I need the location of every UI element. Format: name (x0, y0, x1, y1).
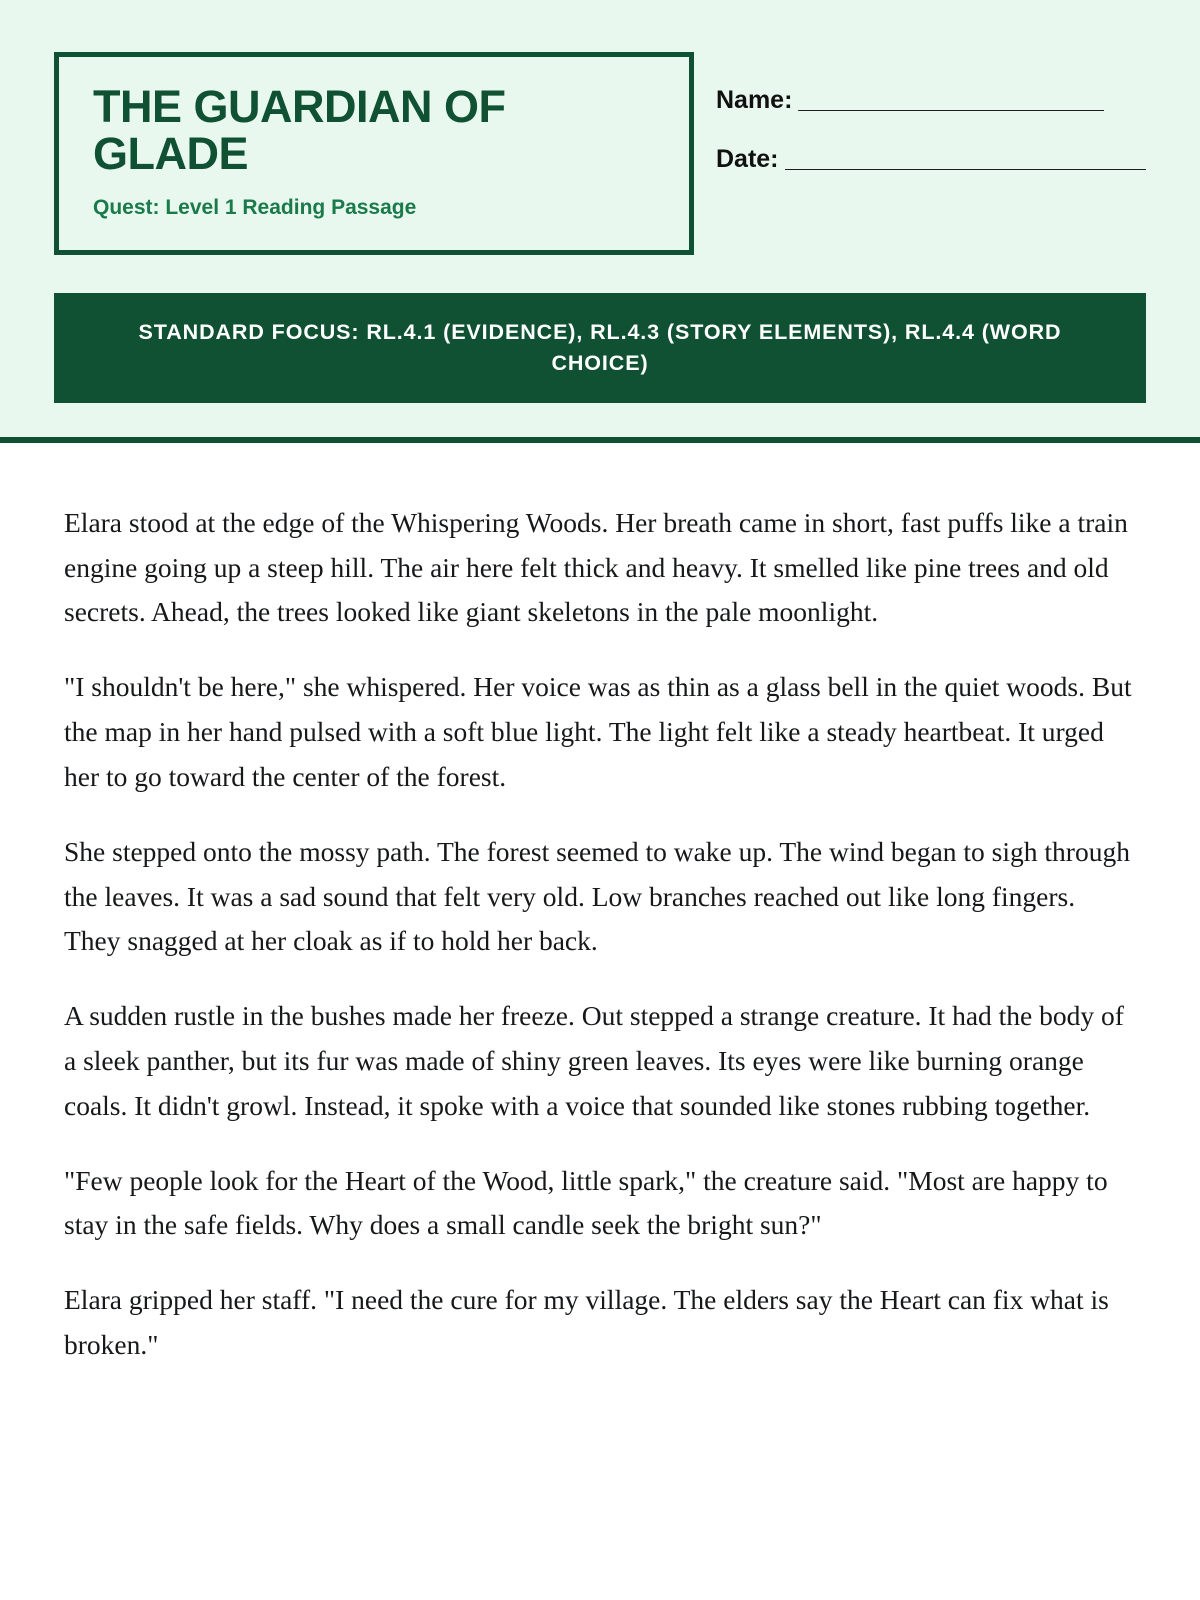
date-label: Date: (715, 145, 779, 173)
page-subtitle: Quest: Level 1 Reading Passage (93, 195, 417, 219)
passage-paragraph: Elara gripped her staff. "I need the cure for my village. The elders say the Heart can fix what is broken." (64, 1284, 1109, 1361)
header-top-row (54, 52, 1146, 255)
passage-paragraph: She stepped onto the mossy path. The forest seemed to wake up. The wind began to sigh through the leaves. It was a sad sound that felt very old. Low branches reached out like long fingers. They snagged at her cloak as if to hold her back. (64, 835, 1130, 957)
name-field-row[interactable] (716, 86, 1146, 115)
date-field-row[interactable] (716, 145, 1146, 174)
worksheet-header (0, 0, 1200, 443)
title-box (54, 52, 694, 255)
passage-paragraph: "Few people look for the Heart of the Wood, little spark," the creature said. "Most are happy to stay in the safe fields. Why does a small candle seek the bright sun?" (64, 1164, 1108, 1241)
date-input-line[interactable]: __________________________ (784, 145, 1146, 173)
student-info-fields (716, 52, 1146, 204)
name-input-line[interactable]: ______________________ (798, 86, 1105, 114)
passage-paragraph: A sudden rustle in the bushes made her freeze. Out stepped a strange creature. It had the body of a sleek panther, but its fur was made of shiny green leaves. Its eyes were like burning orange coals. It didn't growl. Instead, it spoke with a voice that sounded like stones rubbing together. (64, 1000, 1124, 1121)
page-title: THE GUARDIAN OF GLADE (93, 81, 506, 180)
name-label: Name: (715, 86, 793, 114)
reading-passage (0, 443, 1200, 1368)
passage-paragraph: "I shouldn't be here," she whispered. Her voice was as thin as a glass bell in the quiet woods. But the map in her hand pulsed with a soft blue light. The light felt like a steady heartbeat. It urged her to go toward the center of the forest. (64, 671, 1132, 792)
passage-paragraph: Elara stood at the edge of the Whispering Woods. Her breath came in short, fast puffs like a train engine going up a steep hill. The air here felt thick and heavy. It smelled like pine trees and old secrets. Ahead, the trees looked like giant skeletons in the pale moonlight. (64, 506, 1128, 628)
standard-focus-banner: STANDARD FOCUS: RL.4.1 (EVIDENCE), RL.4.3 (STORY ELEMENTS), RL.4.4 (WORD CHOICE) (54, 293, 1146, 403)
